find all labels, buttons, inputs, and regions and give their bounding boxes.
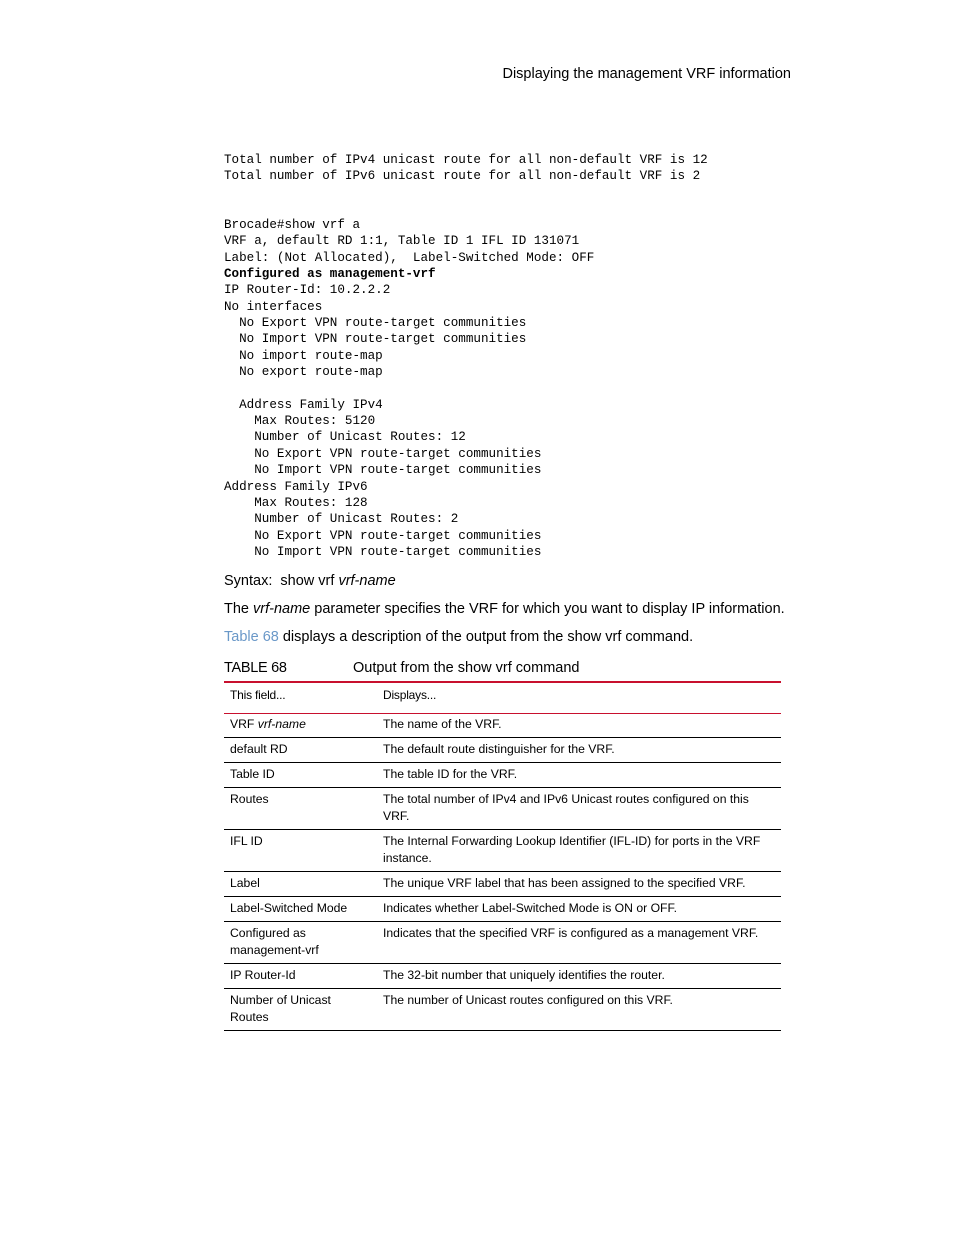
field-name-cell (224, 964, 377, 989)
field-name: Table ID (230, 767, 275, 781)
field-name-cell (224, 830, 377, 872)
code-line: No Export VPN route-target communities (224, 316, 527, 331)
output-fields-table (224, 681, 781, 1031)
code-line: Brocade#show vrf a (224, 218, 361, 232)
code-line: No export route-map (224, 365, 383, 380)
code-line: No Export VPN route-target communities (224, 528, 542, 543)
field-description: Indicates whether Label-Switched Mode is ON or OFF. (377, 897, 781, 922)
running-header: Displaying the management VRF information (502, 66, 791, 82)
code-line: Address Family IPv4 (224, 397, 383, 412)
field-description: The default route distinguisher for the VRF. (377, 738, 781, 763)
code-line: No interfaces (224, 299, 323, 314)
code-line: Total number of IPv4 unicast route for all non-default VRF is 12 (224, 153, 708, 167)
field-name: Label (230, 876, 260, 890)
para2-text-post: command. (621, 629, 694, 645)
table-row (224, 964, 781, 989)
field-description: The unique VRF label that has been assigned to the specified VRF. (377, 872, 781, 897)
table-number: TABLE 68 (224, 660, 287, 676)
field-name-param: vrf-name (257, 717, 306, 731)
syntax-command: show vrf (280, 573, 335, 589)
field-name-cell (224, 714, 377, 738)
code-line: VRF a, default RD 1:1, Table ID 1 IFL ID 131071 (224, 234, 580, 249)
field-name: IFL ID (230, 834, 263, 848)
table-row (224, 763, 781, 788)
code-line: Max Routes: 128 (224, 495, 368, 510)
para2-command: show vrf (567, 629, 622, 645)
field-name: Number of Unicast Routes (230, 993, 331, 1024)
field-name: default RD (230, 742, 288, 756)
para1-param: vrf-name (253, 601, 311, 617)
syntax-line (224, 572, 396, 590)
header-field: This field... (224, 682, 377, 714)
field-name-cell (224, 738, 377, 763)
table-row (224, 922, 781, 964)
field-name: Routes (230, 792, 269, 806)
code-line: Label: (Not Allocated), Label-Switched Mode: OFF (224, 250, 595, 265)
syntax-param: vrf-name (338, 573, 396, 589)
field-description: The 32-bit number that uniquely identifies the router. (377, 964, 781, 989)
field-description: The name of the VRF. (377, 714, 781, 738)
table-row (224, 989, 781, 1031)
field-description: Indicates that the specified VRF is configured as a management VRF. (377, 922, 781, 964)
field-description: The table ID for the VRF. (377, 763, 781, 788)
table-header-row (224, 682, 781, 714)
field-name: Configured as management-vrf (230, 926, 319, 957)
table-row (224, 738, 781, 763)
param-description (224, 600, 785, 618)
field-name-cell (224, 897, 377, 922)
table-caption (224, 659, 784, 677)
table-68-link[interactable]: Table 68 (224, 629, 279, 645)
table-row (224, 714, 781, 738)
field-name: Label-Switched Mode (230, 901, 348, 915)
field-description: The total number of IPv4 and IPv6 Unicast routes configured on this VRF. (377, 788, 781, 830)
code-block-totals (224, 152, 708, 185)
table-reference (224, 628, 693, 646)
code-line: Configured as management-vrf (224, 267, 436, 282)
code-line: No Export VPN route-target communities (224, 446, 542, 461)
header-displays: Displays... (377, 682, 781, 714)
field-name-cell (224, 872, 377, 897)
table-row (224, 830, 781, 872)
field-name-cell (224, 922, 377, 964)
para1-text-pre: The (224, 601, 254, 617)
caption-command: show vrf (457, 660, 512, 676)
code-line: IP Router-Id: 10.2.2.2 (224, 283, 391, 298)
code-line: No Import VPN route-target communities (224, 544, 542, 559)
para1-text-post: parameter specifies the VRF for which you want to display IP information. (310, 601, 785, 617)
table-row (224, 788, 781, 830)
para2-text-pre: displays a description of the output from the (278, 629, 568, 645)
field-description: The Internal Forwarding Lookup Identifier (IFL-ID) for ports in the VRF instance. (377, 830, 781, 872)
code-line: No import route-map (224, 348, 383, 363)
field-name: IP Router-Id (230, 968, 296, 982)
code-line: Total number of IPv6 unicast route for all non-default VRF is 2 (224, 169, 701, 184)
caption-text-pre: Output from the (353, 660, 458, 676)
code-line: Address Family IPv6 (224, 479, 368, 494)
code-line: No Import VPN route-target communities (224, 463, 542, 478)
code-line: Number of Unicast Routes: 2 (224, 512, 459, 527)
table-title (353, 659, 579, 677)
table-row (224, 897, 781, 922)
code-line: No Import VPN route-target communities (224, 332, 527, 347)
field-name-cell (224, 788, 377, 830)
field-name-cell (224, 989, 377, 1031)
syntax-label: Syntax: (224, 573, 273, 589)
code-line: Number of Unicast Routes: 12 (224, 430, 466, 445)
field-name-cell (224, 763, 377, 788)
code-block-show-vrf (224, 217, 594, 560)
caption-text-post: command (511, 660, 580, 676)
code-line: Max Routes: 5120 (224, 414, 376, 429)
field-name: VRF (230, 717, 258, 731)
table-row (224, 872, 781, 897)
field-description: The number of Unicast routes configured on this VRF. (377, 989, 781, 1031)
